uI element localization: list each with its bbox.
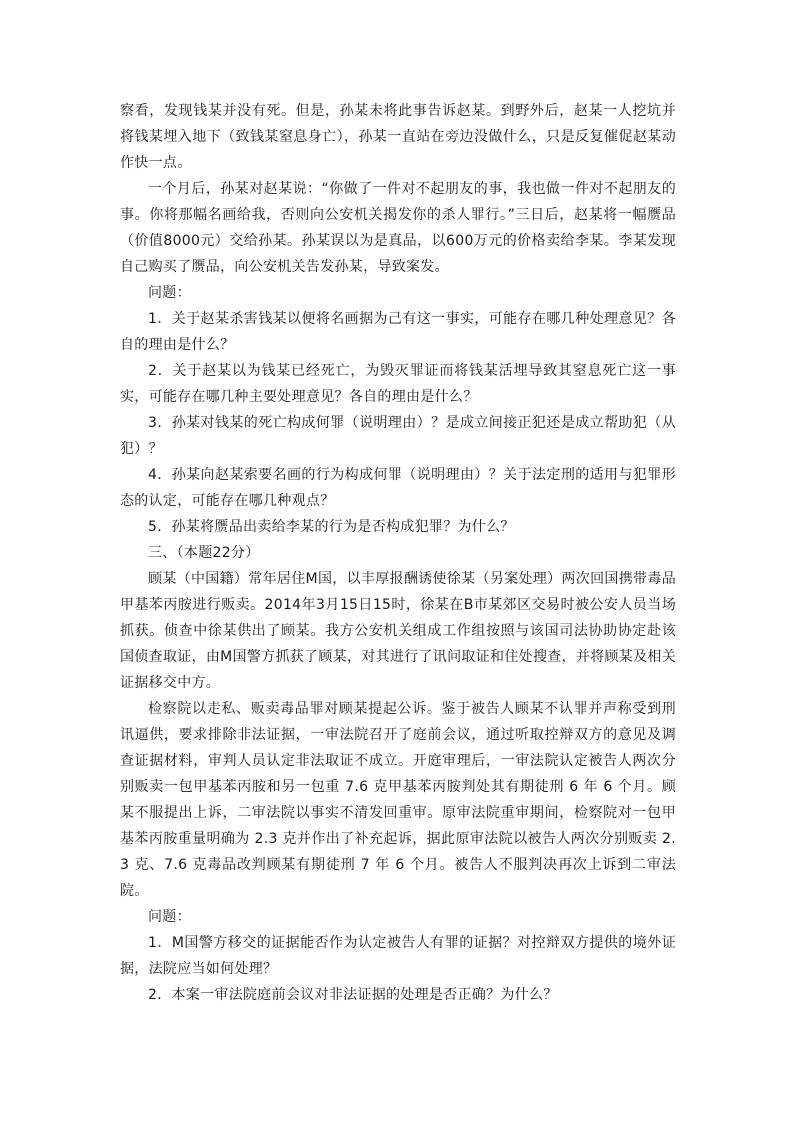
question-evidence-2: 2．本案一审法院庭前会议对非法证据的处理是否正确？为什么？ xyxy=(148,987,558,1003)
paragraph-extortion-facts: 一个月后，孙某对赵某说：“你做了一件对不起朋友的事，我也做一件对不起朋友的事。你将那幅名画给我，否则向公安机关揭发你的杀人罪行。”三日后，赵某将一幅赝品（价值8000元）交给孙某。孙某误以为是真品，以600万元的价格卖给李某。李某发现自己购买了赝品，向公安机关告发孙某，导致案发。 xyxy=(120,181,676,275)
questions-heading-2: 问题： xyxy=(148,909,191,925)
question-2: 2．关于赵某以为钱某已经死亡，为毁灭罪证而将钱某活埋导致其窒息死亡这一事实，可能存在哪几种主要处理意见？各自的理由是什么？ xyxy=(120,363,676,405)
section-three-heading: 三、（本题22分） xyxy=(148,545,260,561)
document-body xyxy=(120,98,676,1008)
question-1: 1．关于赵某杀害钱某以便将名画据为己有这一事实，可能存在哪几种处理意见？各自的理由是什么？ xyxy=(120,311,676,353)
paragraph-gu-case-facts: 顾某（中国籍）常年居住M国，以丰厚报酬诱使徐某（另案处理）两次回国携带毒品甲基苯丙胺进行贩卖。2014年3月15日15时，徐某在B市某郊区交易时被公安人员当场抓获。侦查中徐某供出了顾某。我方公安机关组成工作组按照与该国司法协助协定赴该国侦查取证，由M国警方抓获了顾某，对其进行了讯问取证和住处搜查，并将顾某及相关证据移交中方。 xyxy=(120,571,676,691)
question-3: 3．孙某对钱某的死亡构成何罪（说明理由）？是成立间接正犯还是成立帮助犯（从犯）？ xyxy=(120,415,676,457)
paragraph-prosecution-and-trial: 检察院以走私、贩卖毒品罪对顾某提起公诉。鉴于被告人顾某不认罪并声称受到刑讯逼供，要求排除非法证据，一审法院召开了庭前会议，通过听取控辩双方的意见及调查证据材料，审判人员认定非法取证不成立。开庭审理后，一审法院认定被告人两次分别贩卖一包甲基苯丙胺和另一包重 7.6 克甲基苯丙胺判处其有期徒刑 6 年 6 个月。顾某不服提出上诉，二审法院以事实不清发回重审。原审法院重审期间，检察院对一包甲基苯丙胺重量明确为 2.3 克并作出了补充起诉，据此原审法院以被告人两次分别贩卖 2.3 克、7.6 克毒品改判顾某有期徒刑 7 年 6 个月。被告人不服判决再次上诉到二审法院。 xyxy=(120,701,676,899)
paragraph-case-continuation: 察看，发现钱某并没有死。但是，孙某未将此事告诉赵某。到野外后，赵某一人挖坑并将钱某埋入地下（致钱某窒息身亡），孙某一直站在旁边没做什么，只是反复催促赵某动作快一点。 xyxy=(120,103,676,171)
question-5: 5．孙某将赝品出卖给李某的行为是否构成犯罪？为什么？ xyxy=(148,519,515,535)
questions-heading: 问题： xyxy=(148,285,191,301)
question-evidence-1: 1．M国警方移交的证据能否作为认定被告人有罪的证据？对控辩双方提供的境外证据，法院应当如何处理？ xyxy=(120,935,676,977)
question-4: 4．孙某向赵某索要名画的行为构成何罪（说明理由）？关于法定刑的适用与犯罪形态的认定，可能存在哪几种观点？ xyxy=(120,467,676,509)
